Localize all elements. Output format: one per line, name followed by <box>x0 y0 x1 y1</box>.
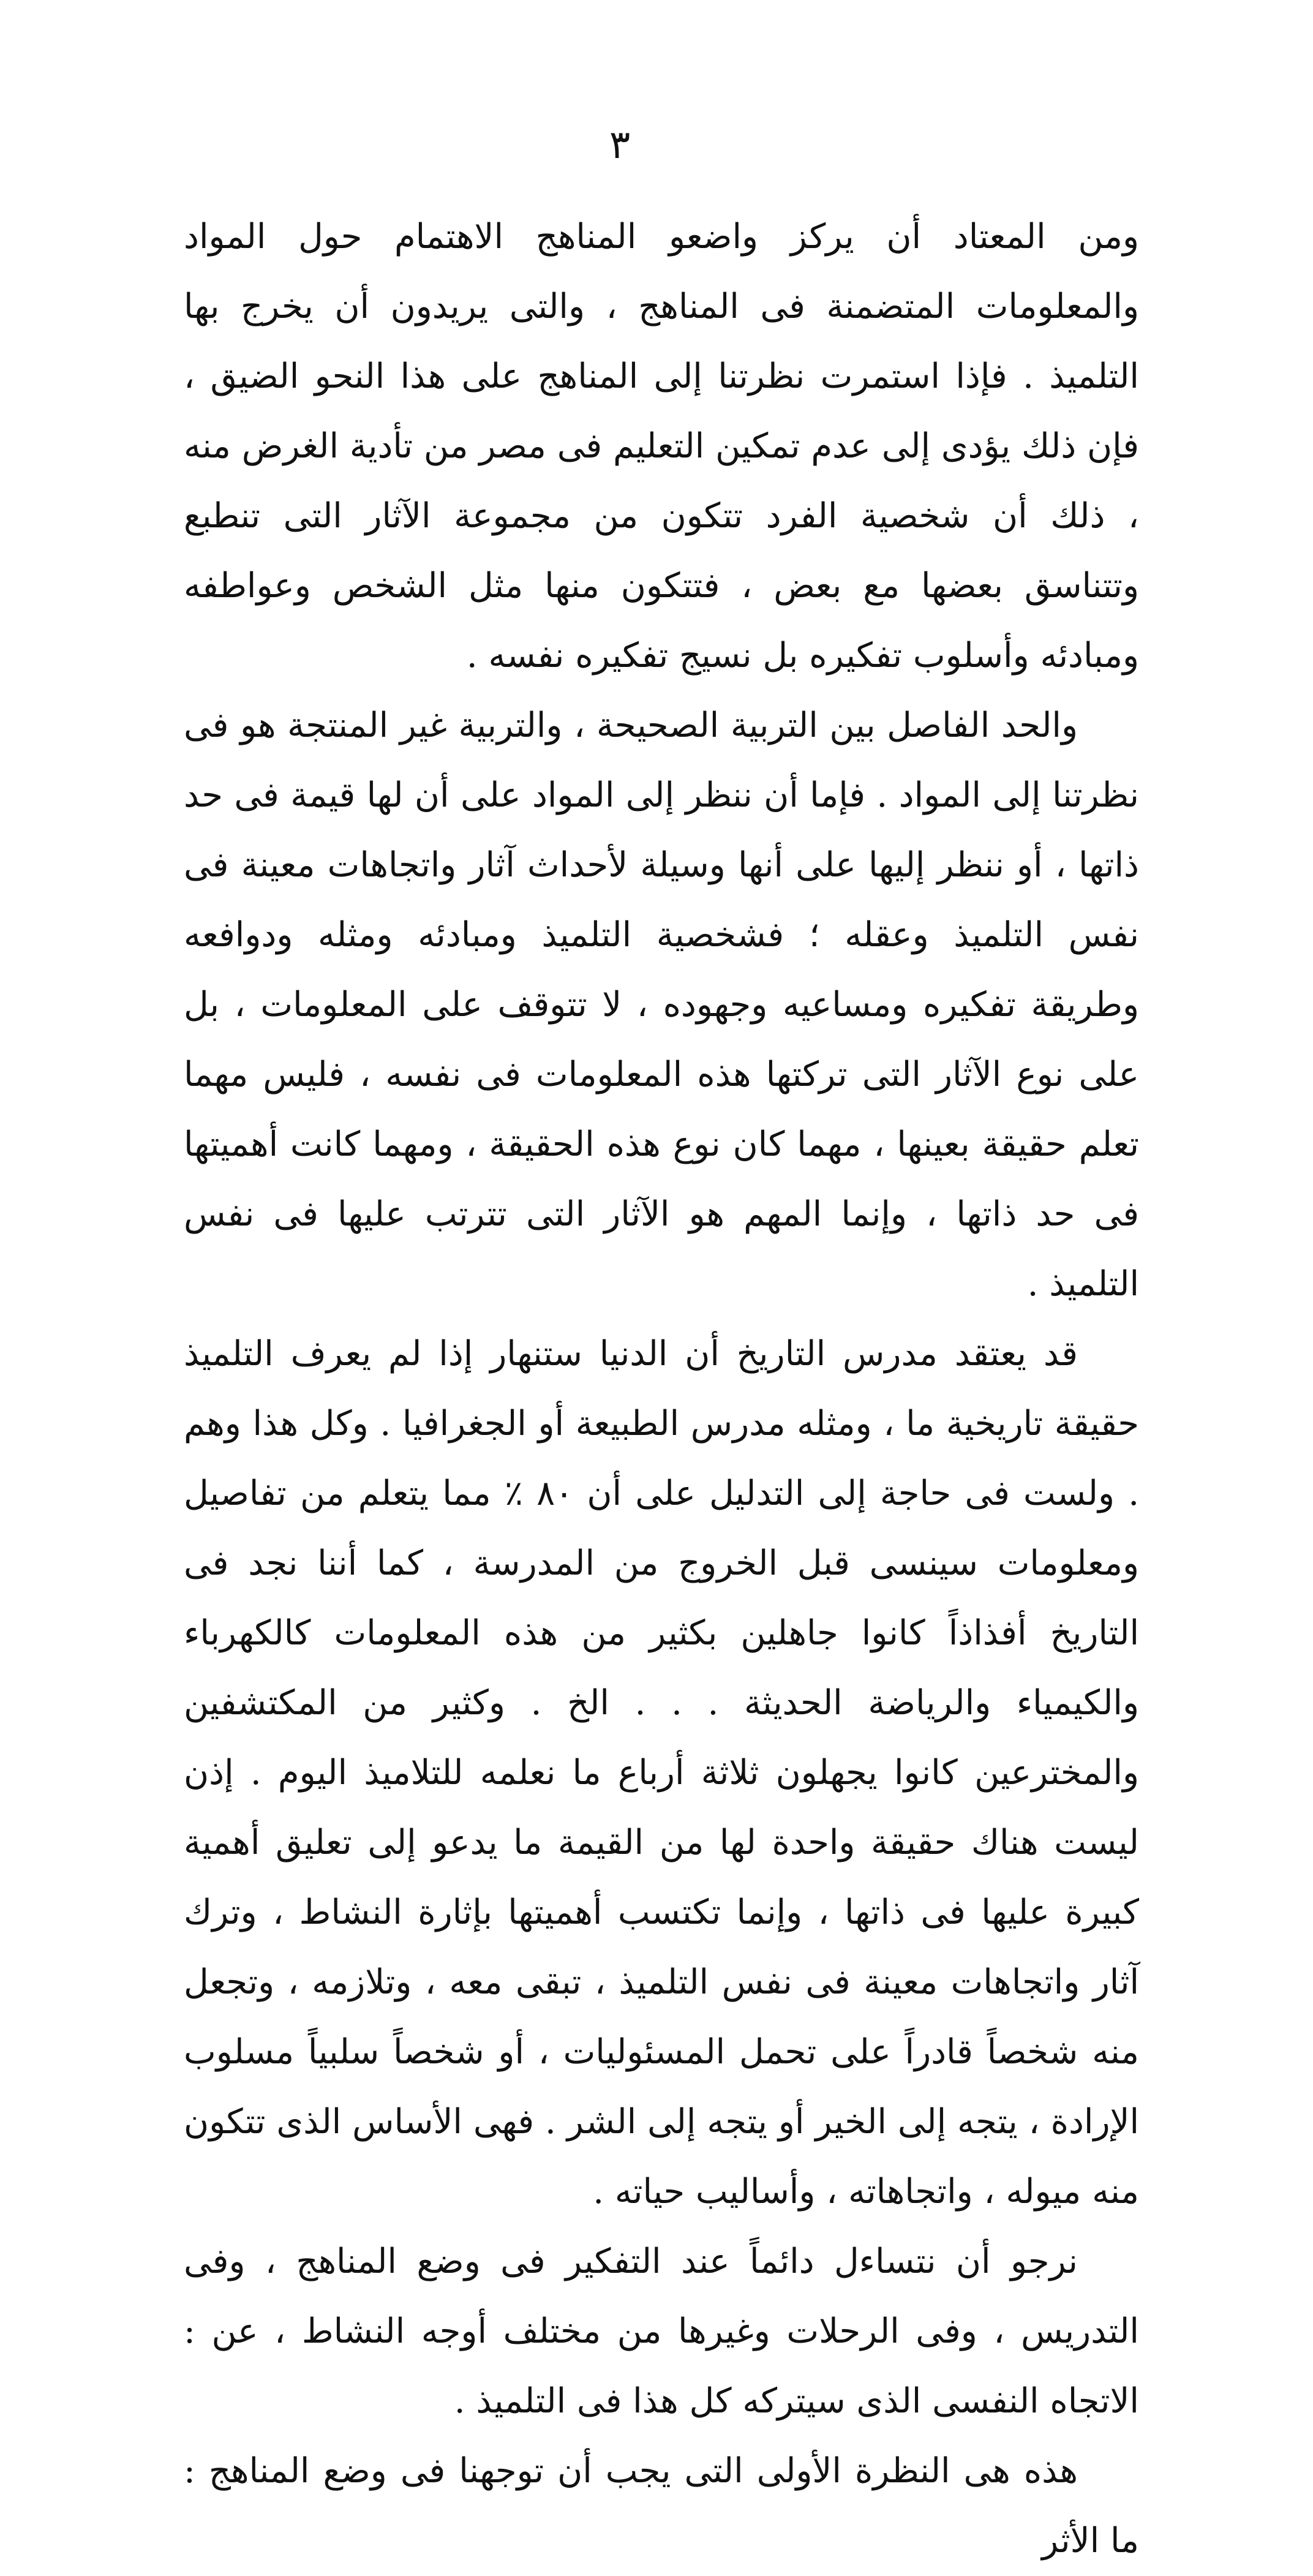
paragraph-1: ومن المعتاد أن يركز واضعو المناهج الاهتمام حول المواد والمعلومات المتضمنة فى المناهج ، والتى يريدون أن يخرج بها التلميذ . فإذا استمرت نظرتنا إلى المناهج على هذا النحو الضيق ، فإن ذلك يؤدى إلى عدم تمكين التعليم فى مصر من تأدية الغرض منه ، ذلك أن شخصية الفرد تتكون من مجموعة الآثار التى تنطبع وتتناسق بعضها مع بعض ، فتتكون منها مثل الشخص وعواطفه ومبادئه وأسلوب تفكيره بل نسيج تفكيره نفسه . <box>184 217 1139 676</box>
page-number: ٣ <box>609 122 631 168</box>
paragraph-4: نرجو أن نتساءل دائماً عند التفكير فى وضع المناهج ، وفى التدريس ، وفى الرحلات وغيرها من مختلف أوجه النشاط ، عن : الاتجاه النفسى الذى سيتركه كل هذا فى التلميذ . <box>184 2242 1139 2421</box>
body-text <box>184 202 1139 2576</box>
paragraph-2: والحد الفاصل بين التربية الصحيحة ، والتربية غير المنتجة هو فى نظرتنا إلى المواد . فإما أن ننظر إلى المواد على أن لها قيمة فى حد ذاتها ، أو ننظر إليها على أنها وسيلة لأحداث آثار واتجاهات معينة فى نفس التلميذ وعقله ؛ فشخصية التلميذ ومبادئه ومثله ودوافعه وطريقة تفكيره ومساعيه وجهوده ، لا تتوقف على المعلومات ، بل على نوع الآثار التى تركتها هذه المعلومات فى نفسه ، فليس مهما تعلم حقيقة بعينها ، مهما كان نوع هذه الحقيقة ، ومهما كانت أهميتها فى حد ذاتها ، وإنما المهم هو الآثار التى تترتب عليها فى نفس التلميذ . <box>184 706 1139 1304</box>
paragraph-5: هذه هى النظرة الأولى التى يجب أن توجهنا فى وضع المناهج : ما الأثر <box>184 2451 1139 2561</box>
paragraph-3: قد يعتقد مدرس التاريخ أن الدنيا ستنهار إذا لم يعرف التلميذ حقيقة تاريخية ما ، ومثله مدرس الطبيعة أو الجغرافيا . وكل هذا وهم . ولست فى حاجة إلى التدليل على أن ٨٠ ٪ مما يتعلم من تفاصيل ومعلومات سينسى قبل الخروج من المدرسة ، كما أننا نجد فى التاريخ أفذاذاً كانوا جاهلين بكثير من هذه المعلومات كالكهرباء والكيمياء والرياضة الحديثة . . . الخ . وكثير من المكتشفين والمخترعين كانوا يجهلون ثلاثة أرباع ما نعلمه للتلاميذ اليوم . إذن ليست هناك حقيقة واحدة لها من القيمة ما يدعو إلى تعليق أهمية كبيرة عليها فى ذاتها ، وإنما تكتسب أهميتها بإثارة النشاط ، وترك آثار واتجاهات معينة فى نفس التلميذ ، تبقى معه ، وتلازمه ، وتجعل منه شخصاً قادراً على تحمل المسئوليات ، أو شخصاً سلبياً مسلوب الإرادة ، يتجه إلى الخير أو يتجه إلى الشر . فهى الأساس الذى تتكون منه ميوله ، واتجاهاته ، وأساليب حياته . <box>184 1334 1140 2212</box>
